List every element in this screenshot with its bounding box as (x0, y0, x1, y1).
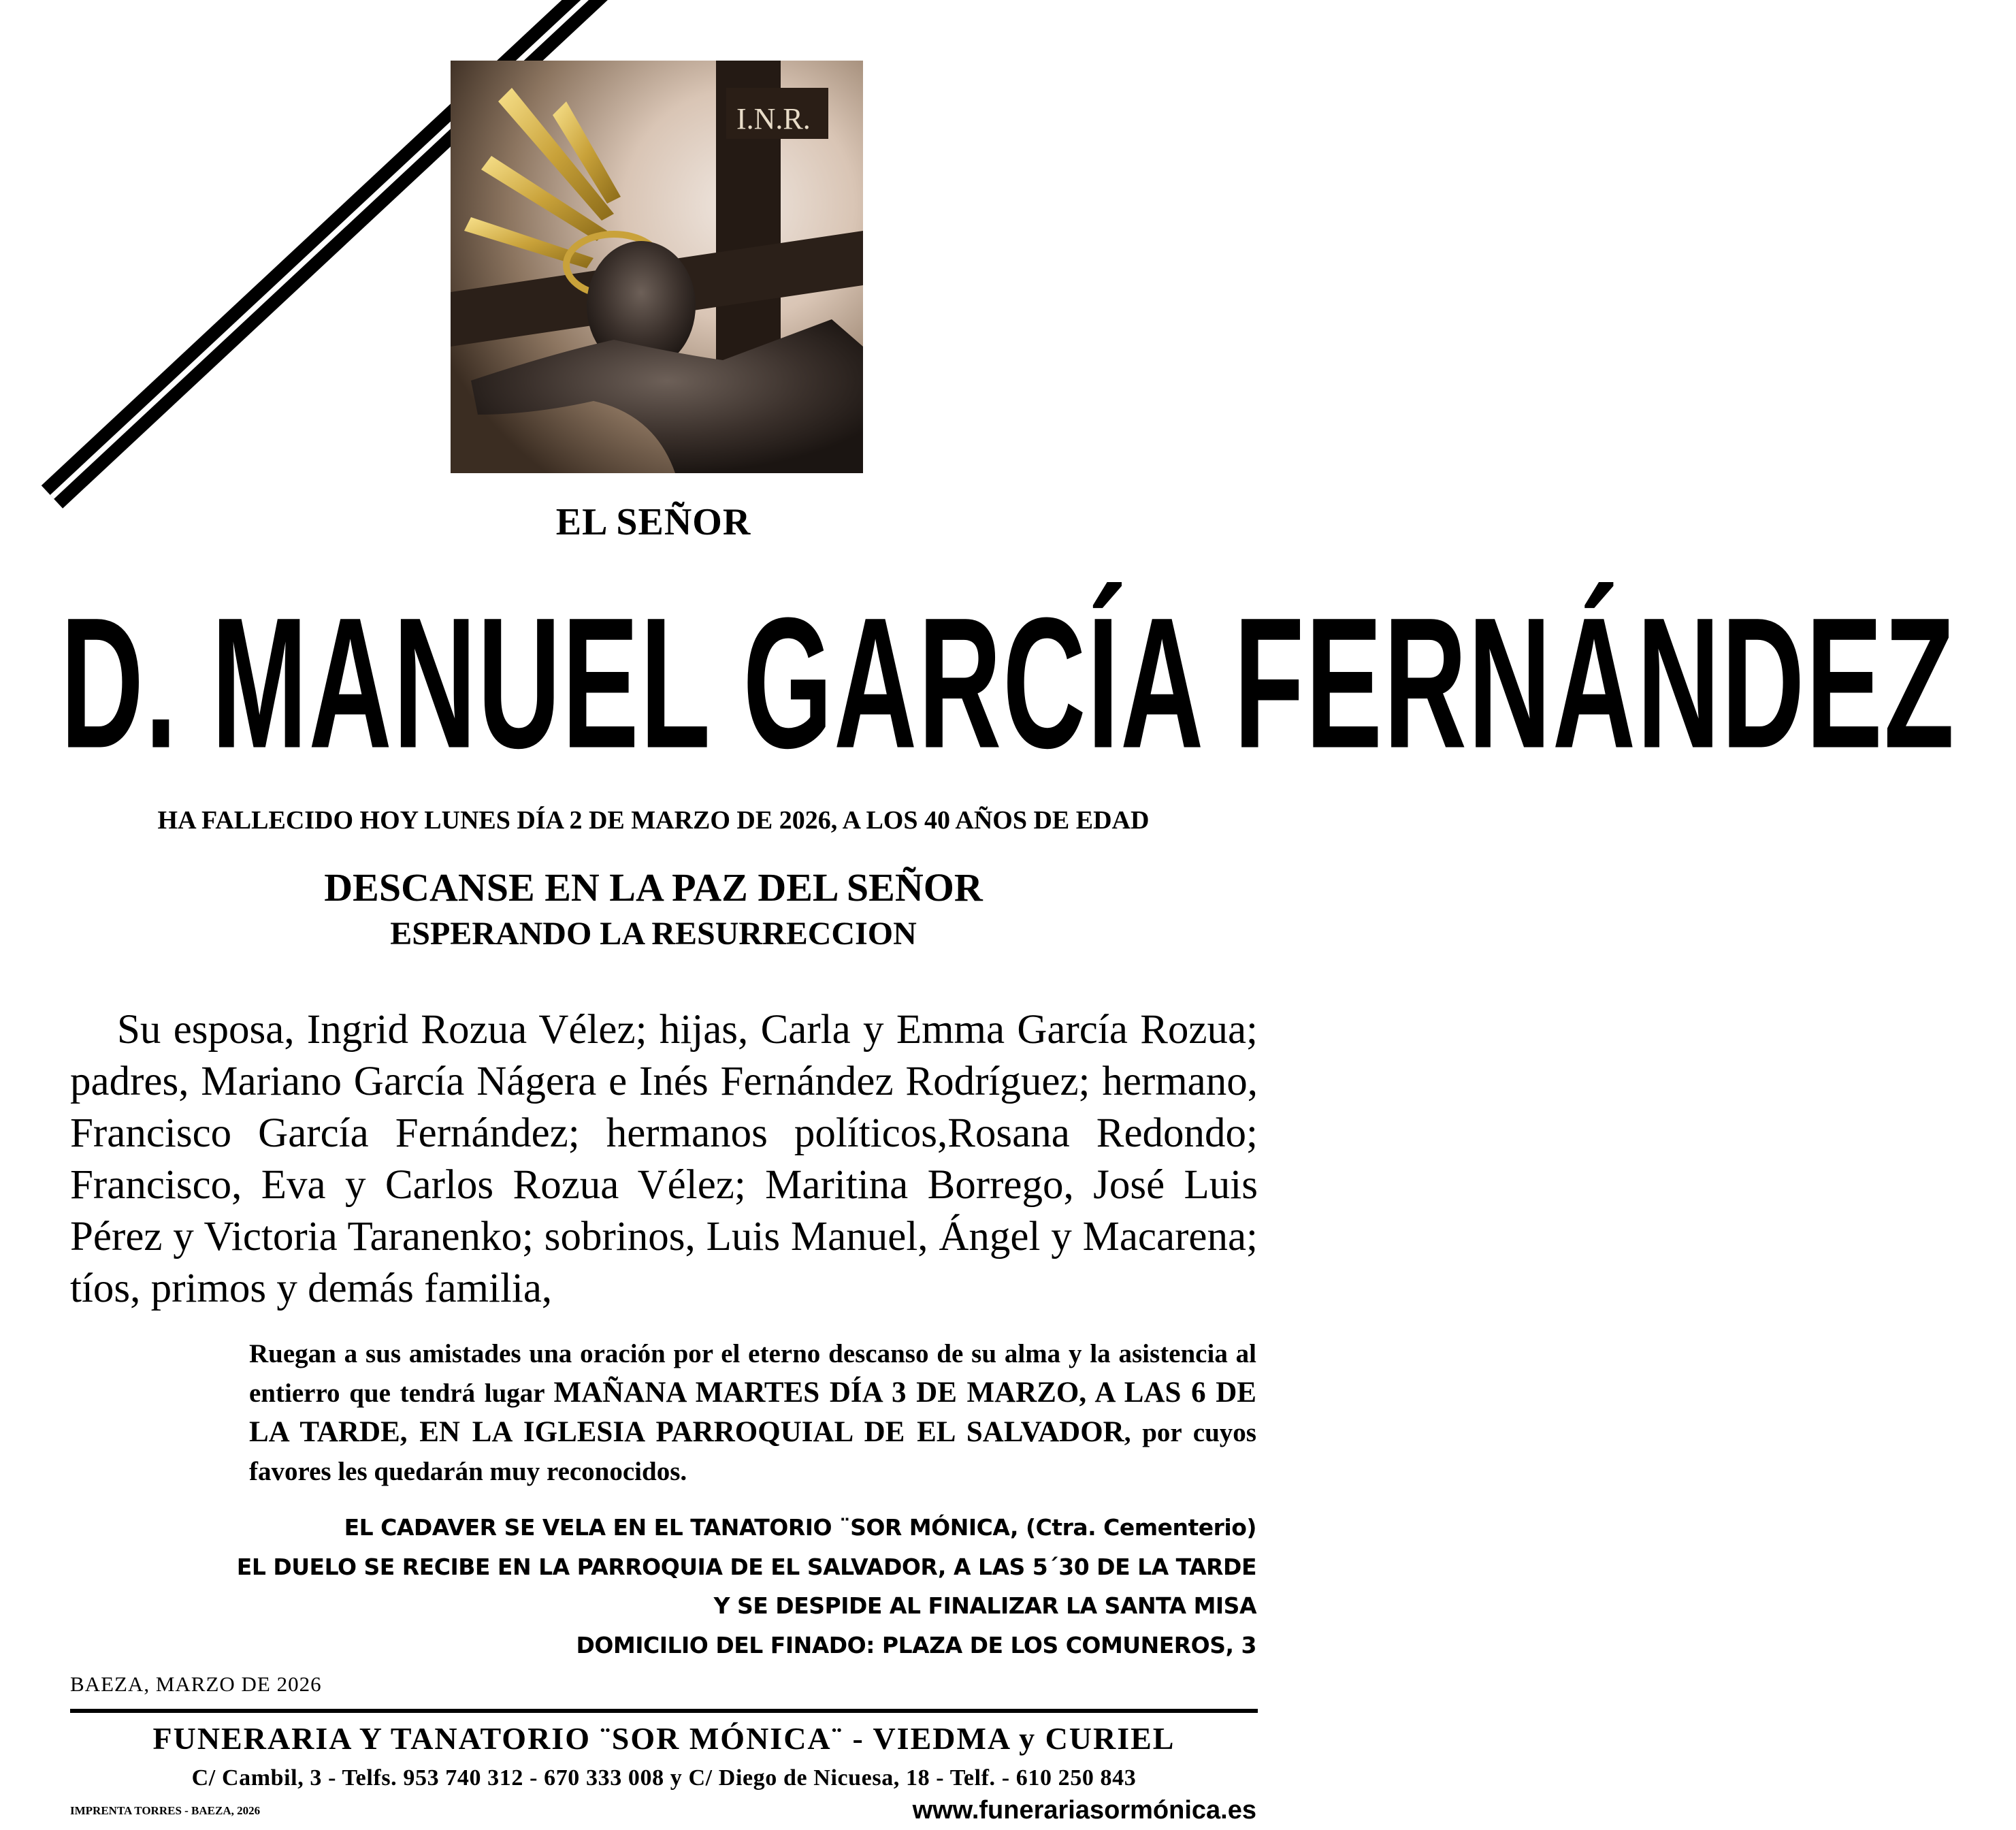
request-intro: Ruegan a sus amistades una oración por el eterno descanso de su alma y la asistencia al entierro que tendrá lugar (249, 1339, 1256, 1408)
family-paragraph: Su esposa, Ingrid Rozua Vélez; hijas, Carla y Emma García Rozua; padres, Mariano García Nágera e Inés Fernández Rodríguez; hermano, Francisco García Fernández; hermanos políticos,Rosana Redondo; Francisco, Eva y Carlos Rozua Vélez; Maritina Borrego, José Luis Pérez y Victoria Taranenko; sobrinos, Luis Manuel, Ángel y Macarena; tíos, primos y demás familia, (70, 1007, 1258, 1311)
website-link[interactable]: www.funerariasormónica.es (912, 1796, 1256, 1825)
funeral-home-address: C/ Cambil, 3 - Telfs. 953 740 312 - 670 333 008 y C/ Diego de Nicuesa, 18 - Telf. - 610 250 843 (191, 1765, 1137, 1791)
svg-text:I.N.R.: I.N.R. (736, 102, 811, 135)
request-outro: , por cuyos favores les quedarán muy reconocidos. (249, 1418, 1256, 1486)
funeral-request-paragraph (249, 1334, 1256, 1491)
rest-in-peace-line: DESCANSE EN LA PAZ DEL SEÑOR (324, 865, 983, 910)
crucifix-image (451, 61, 863, 473)
crucifix-portrait-image (451, 61, 863, 473)
resurrection-line: ESPERANDO LA RESURRECCION (390, 916, 917, 952)
deceased-name-text: D. MANUEL GARCÍA FERNÁNDEZ (60, 579, 1956, 788)
place-date: BAEZA, MARZO DE 2026 (70, 1672, 322, 1696)
home-address-line: DOMICILIO DEL FINADO: PLAZA DE LOS COMUNEROS, 3 (576, 1632, 1256, 1658)
deceased-name (0, 579, 1956, 788)
funeral-home-name: FUNERARIA Y TANATORIO ¨SOR MÓNICA¨ - VIEDMA y CURIEL (152, 1721, 1175, 1756)
death-notice: HA FALLECIDO HOY LUNES DÍA 2 DE MARZO DE 2026, A LOS 40 AÑOS DE EDAD (157, 806, 1150, 835)
request-highlight: MAÑANA MARTES DÍA 3 DE MARZO, A LAS 6 DE LA TARDE, EN LA IGLESIA PARROQUIAL DE EL SALVADOR (249, 1377, 1256, 1448)
wake-location-line: EL CADAVER SE VELA EN EL TANATORIO ¨SOR MÓNICA, (Ctra. Cementerio) (344, 1514, 1256, 1541)
title-el-senor: EL SEÑOR (555, 501, 751, 543)
condolence-line: EL DUELO SE RECIBE EN LA PARROQUIA DE EL SALVADOR, A LAS 5´30 DE LA TARDE (236, 1554, 1256, 1580)
printer-credit: IMPRENTA TORRES - BAEZA, 2026 (70, 1804, 261, 1817)
footer-divider (70, 1709, 1258, 1713)
farewell-line: Y SE DESPIDE AL FINALIZAR LA SANTA MISA (713, 1592, 1256, 1619)
